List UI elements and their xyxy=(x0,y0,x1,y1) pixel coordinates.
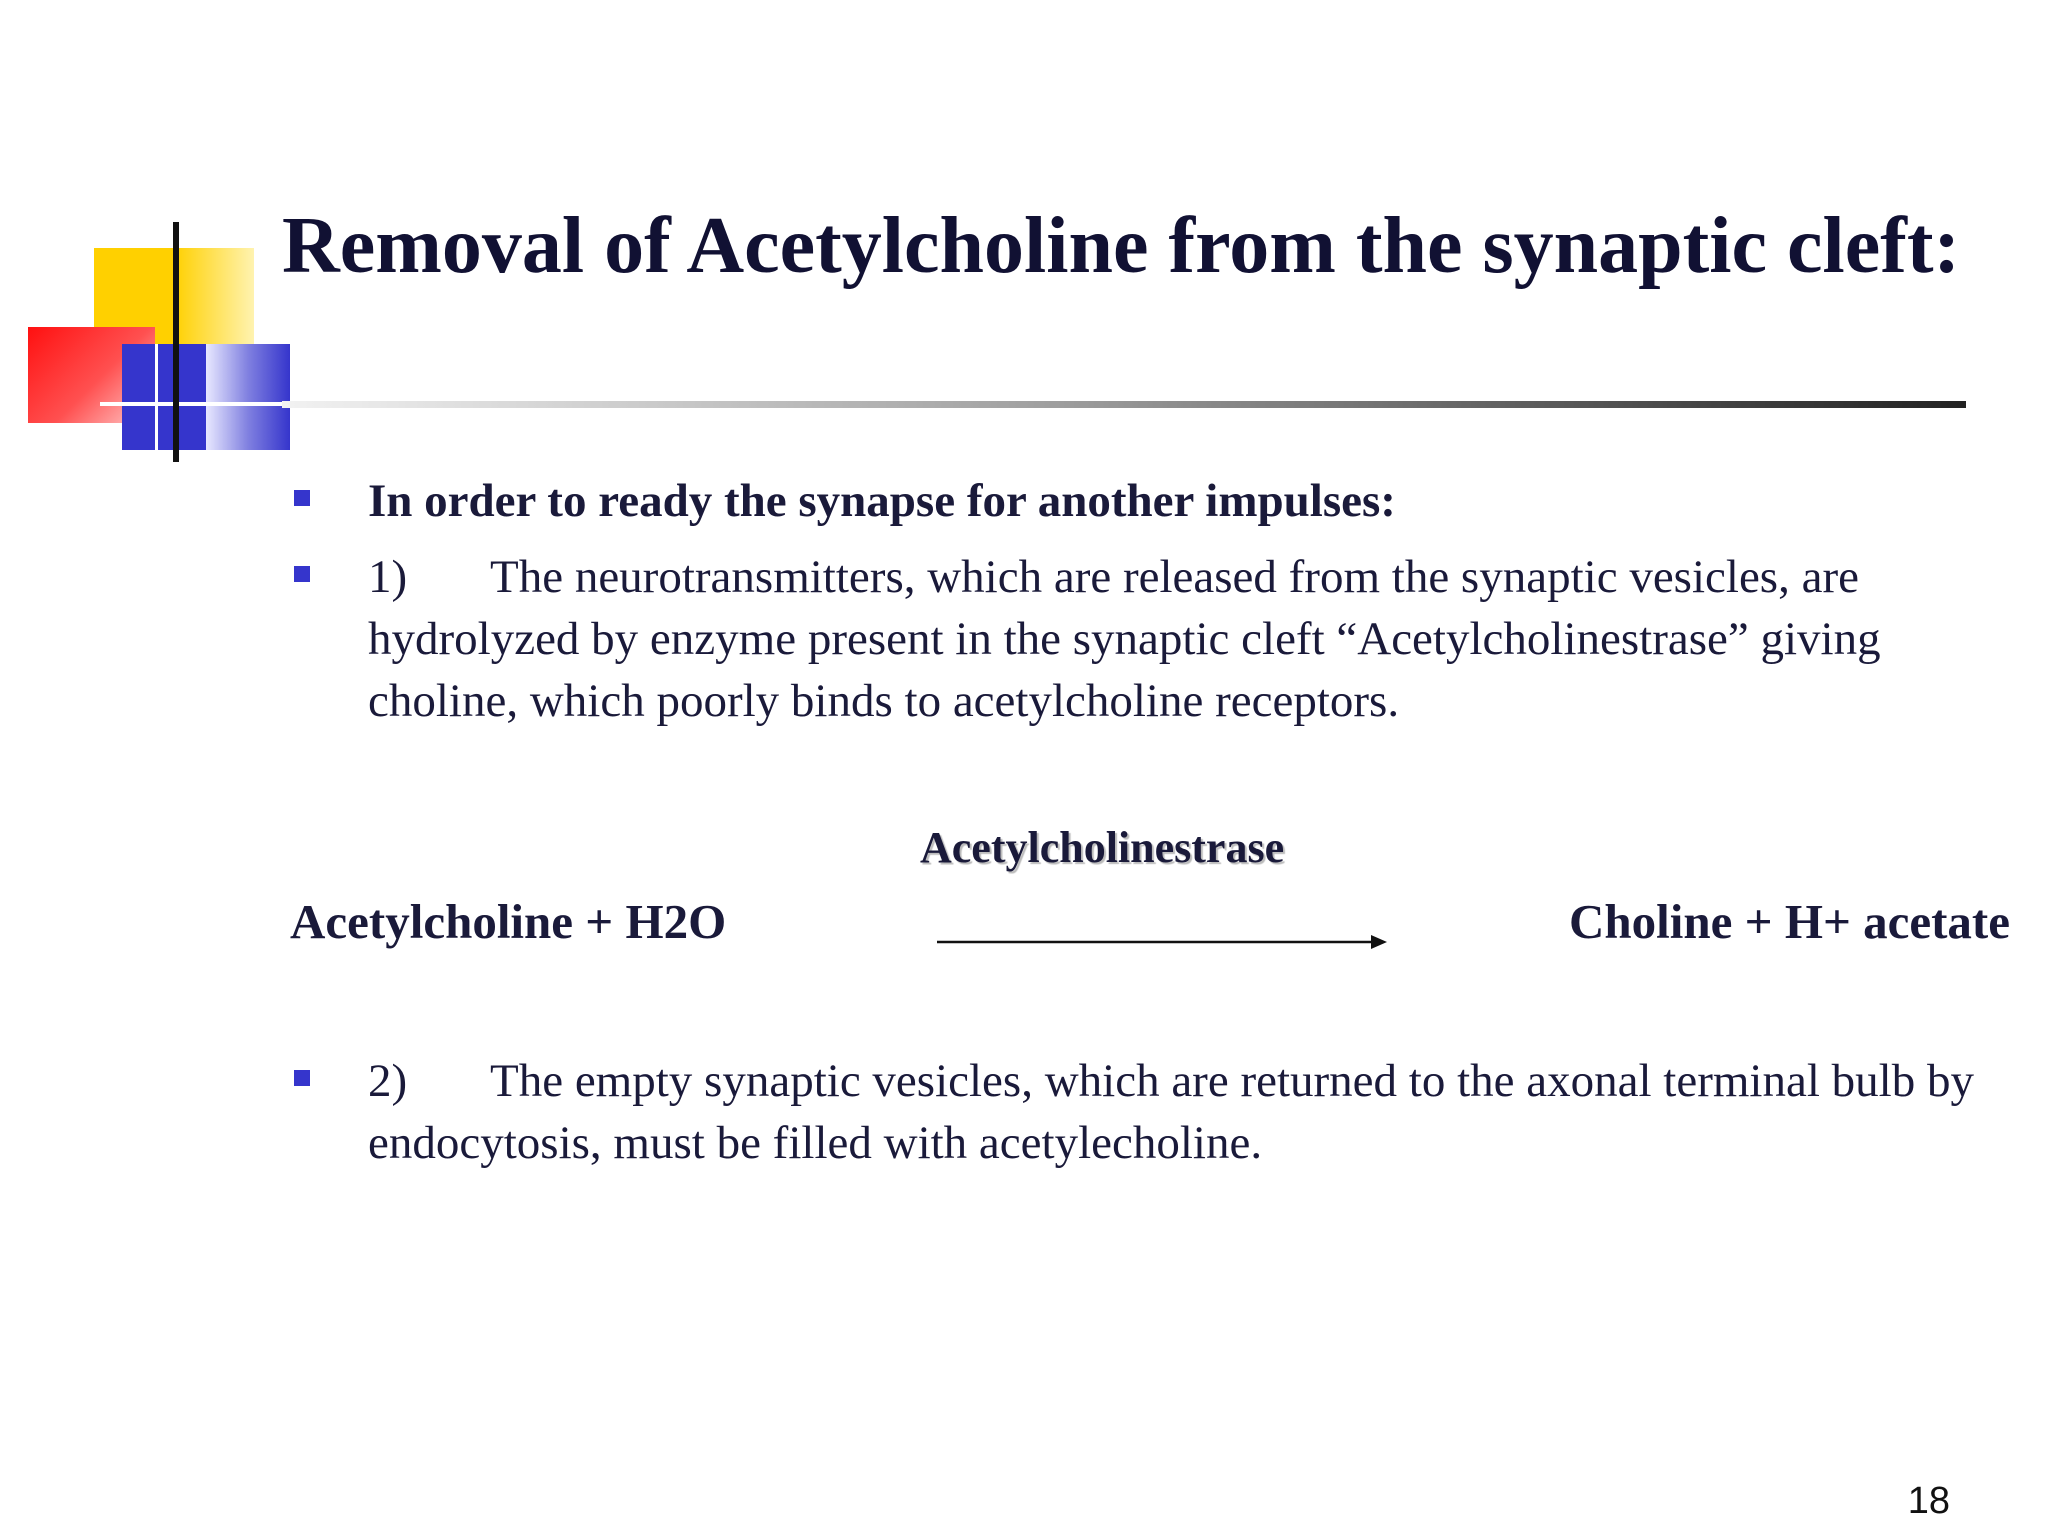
square-bullet-icon xyxy=(294,490,310,506)
bullet-text: The empty synaptic vesicles, which are returned to the axonal terminal bulb by endocytosis, must be filled with acetylecholine. xyxy=(368,1055,1974,1169)
square-bullet-icon xyxy=(294,1070,310,1086)
bullet-list-2 xyxy=(290,1050,2010,1188)
enzyme-label: Acetylcholinestrase xyxy=(920,823,1285,872)
bullet-text: The neurotransmitters, which are released from the synaptic vesicles, are hydrolyzed by enzyme present in the synaptic cleft “Acetylcholinestrase” giving choline, which poorly binds to acetylcholine receptors. xyxy=(368,551,1881,727)
products: Choline + H+ acetate xyxy=(1569,894,2010,949)
square-bullet-icon xyxy=(294,566,310,582)
bullet-step-1 xyxy=(290,546,2010,732)
bullet-step-2 xyxy=(290,1050,2010,1174)
decorative-white-divider xyxy=(155,344,158,450)
decorative-white-rule xyxy=(100,402,290,406)
bullet-number: 1) xyxy=(368,551,408,603)
bullet-intro xyxy=(290,470,2010,532)
title-underline xyxy=(282,401,1966,408)
page-number: 18 xyxy=(1907,1480,1950,1522)
decorative-blue-square xyxy=(122,344,206,450)
bullet-number: 2) xyxy=(368,1055,408,1107)
bullet-text: In order to ready the synapse for another impulses: xyxy=(368,475,1396,527)
right-arrow-icon xyxy=(937,932,1387,952)
decorative-blue-gradient-square xyxy=(206,344,290,450)
reactants: Acetylcholine + H2O xyxy=(290,894,727,949)
decorative-vertical-line xyxy=(173,222,179,462)
reaction-equation xyxy=(290,820,2010,980)
bullet-list xyxy=(290,470,2010,746)
slide-title: Removal of Acetylcholine from the synaptic cleft: xyxy=(282,202,1961,290)
